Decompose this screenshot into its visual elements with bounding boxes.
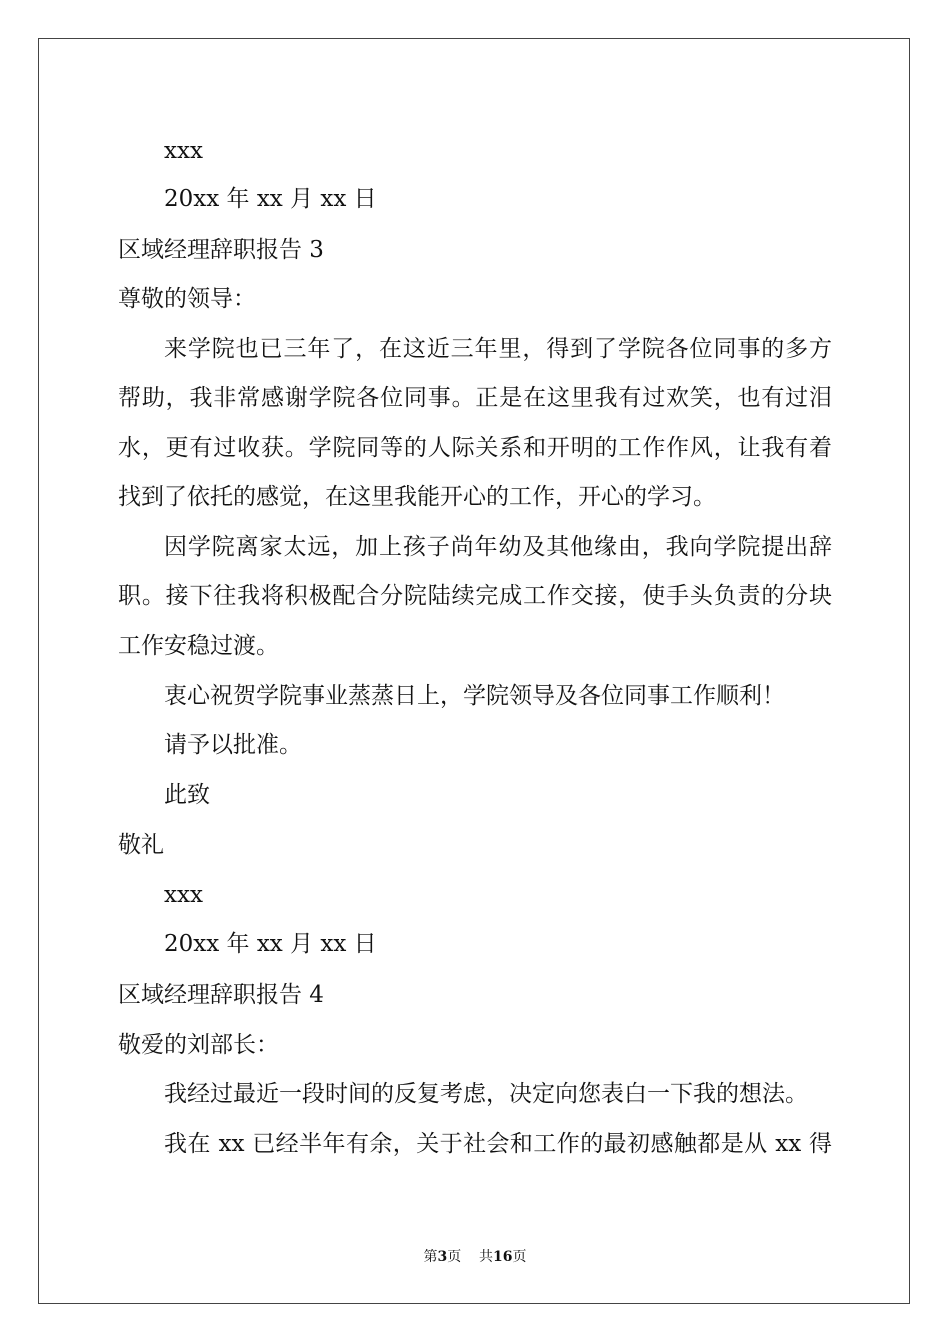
page-prefix: 第 [423,1249,438,1265]
page-footer [0,1246,950,1266]
total-suffix: 页 [512,1249,527,1265]
paragraph-line: 因学院离家太远，加上孩子尚年幼及其他缘由，我向学院提出辞 [164,534,832,560]
paragraph-line: 来学院也已三年了，在这近三年里，得到了学院各位同事的多方 [164,336,832,362]
paragraph-line: 职。接下往我将积极配合分院陆续完成工作交接，使手头负责的分块 [118,583,832,609]
paragraph-line: 找到了依托的感觉，在这里我能开心的工作，开心的学习。 [118,484,716,510]
page-border [38,38,910,1304]
section-title-3: 区域经理辞职报告 3 [118,237,324,263]
paragraph-line: 我在 xx 已经半年有余，关于社会和工作的最初感触都是从 xx 得 [164,1131,832,1157]
total-prefix: 共 [479,1249,494,1265]
salutation: 敬爱的刘部长： [118,1032,279,1058]
section-title-4: 区域经理辞职报告 4 [118,982,324,1008]
closing-line: 此致 [164,782,210,808]
paragraph-line: 衷心祝贺学院事业蒸蒸日上，学院领导及各位同事工作顺利！ [164,683,785,709]
paragraph-line: 工作安稳过渡。 [118,633,279,659]
total-pages: 16 [493,1249,513,1265]
signature-name: xxx [164,882,203,908]
request-line: 请予以批准。 [164,732,302,758]
regards-line: 敬礼 [118,832,164,858]
paragraph-line: 水，更有过收获。学院同等的人际关系和开明的工作作风，让我有着 [118,435,832,461]
paragraph-line: 我经过最近一段时间的反复考虑，决定向您表白一下我的想法。 [164,1081,808,1107]
page-suffix: 页 [447,1249,462,1265]
paragraph-line: 帮助，我非常感谢学院各位同事。正是在这里我有过欢笑，也有过泪 [118,385,832,411]
signature-date: 20xx 年 xx 月 xx 日 [164,931,377,957]
salutation: 尊敬的领导： [118,286,256,312]
signature-name: xxx [164,138,203,164]
page-number: 3 [437,1249,448,1265]
signature-date: 20xx 年 xx 月 xx 日 [164,186,377,212]
